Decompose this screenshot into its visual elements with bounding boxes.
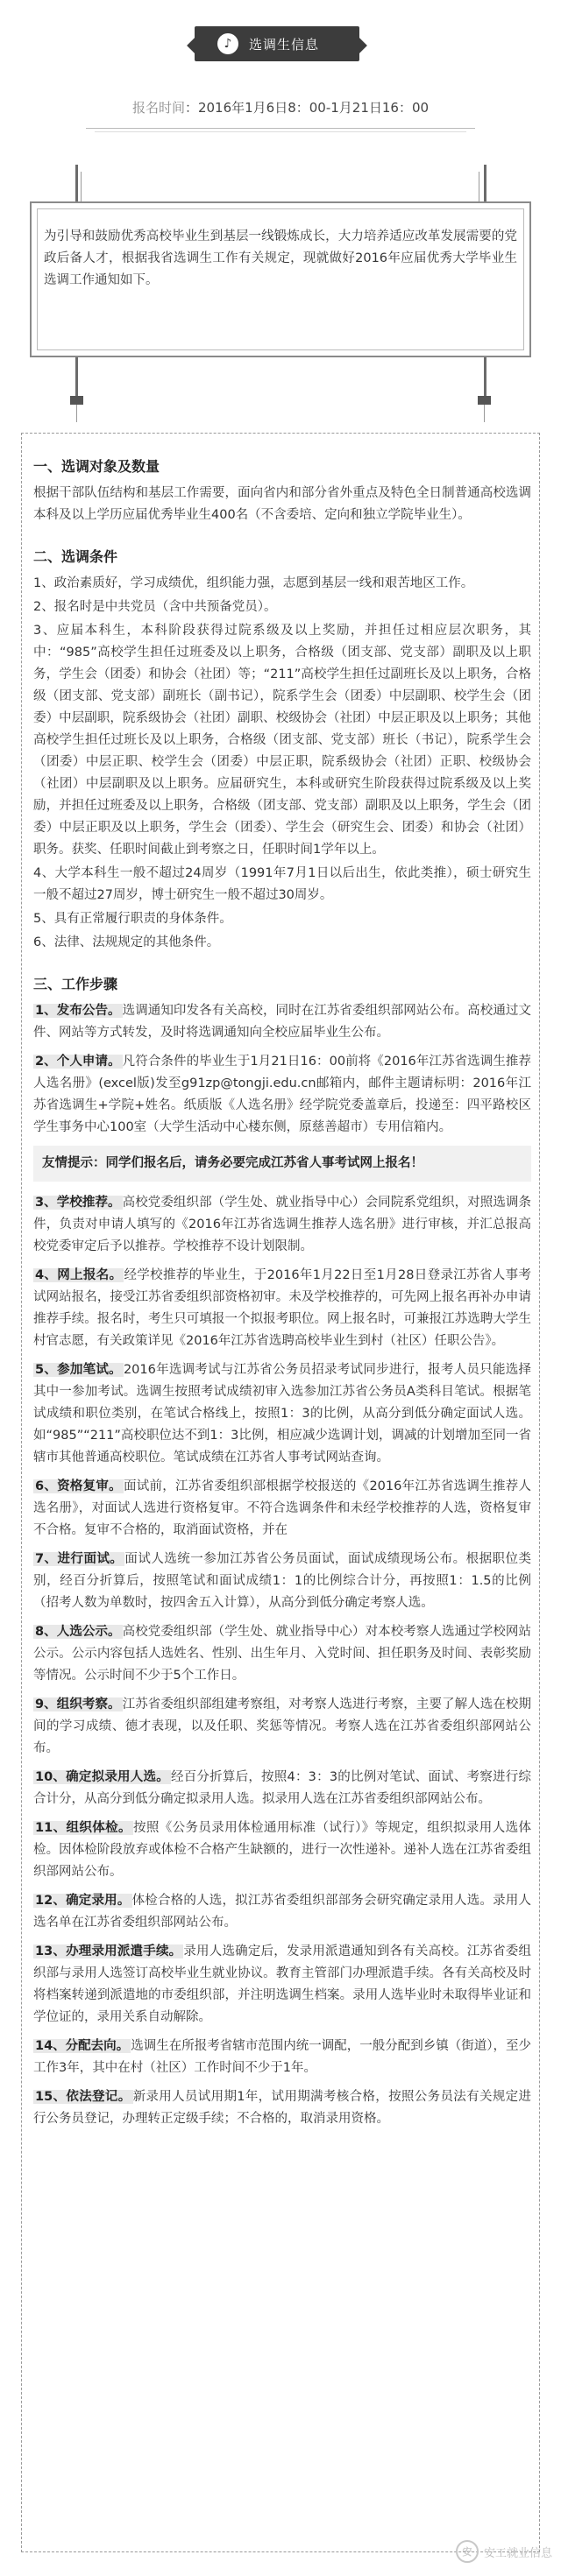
step-item (33, 1941, 531, 2029)
content (33, 455, 531, 2149)
step-item (33, 1476, 531, 1542)
step-label: 10、确定拟录用人选。 (35, 1770, 169, 1784)
watermark (412, 2538, 552, 2565)
step-label: 2、个人申请。 (35, 1055, 121, 1069)
registration-value: ：2016年1月6日8：00-1月21日16：00 (184, 100, 430, 116)
step-text: 面试前，江苏省委组织部根据学校报送的《2016年江苏省选调生推荐人选名册》，对面试人选进行资格复审。不符合选调条件和未经学校推荐的人选，资格复审不合格。复审不合格的，取消面试资格，并在 (33, 1479, 531, 1537)
section-conditions (33, 546, 531, 954)
step-item (33, 2086, 531, 2130)
step-text: 江苏省委组织部组建考察组，对考察人选进行考察，主要了解人选在校期间的学习成绩、德才表现，以及任职、奖惩等情况。考察人选在江苏省委组织部网站公布。 (33, 1697, 531, 1755)
step-item (33, 1890, 531, 1934)
step-item (33, 1359, 531, 1469)
header-bar (195, 26, 359, 61)
step-item (33, 2036, 531, 2079)
step-label: 12、确定录用。 (35, 1894, 131, 1908)
step-text: 选调生在所报考省辖市范围内统一调配，一般分配到乡镇（街道），至少工作3年，其中在村（社区）工作时间不少于1年。 (33, 2039, 532, 2075)
divider (86, 128, 475, 129)
section-heading: 二、选调条件 (33, 548, 118, 565)
step-label: 3、学校推荐。 (35, 1196, 121, 1210)
section-paragraph: 3、应届本科生，本科阶段获得过院系级及以上奖励，并担任过相应层次职务，其中：“985”高校学生担任过班委及以上职务，合格级（团支部、党支部）副职及以上职务，学生会（团委）和协会（社团）等；“211”高校学生担任过副班长及以上职务，合格级（团支部、党支部）副班长（副书记），院系学生会（团委）中层副职、校学生会（团委）中层副职，院系级协会（社团）副职、校级协会（社团）中层正职及以上职务；其他高校学生担任过班长及以上职务，合格级（团支部、党支部）班长（书记），院系学生会（团委）中层正职、校学生会（团委）中层正职，院系级协会（社团）正职、校级协会（社团）中层副职及以上职务。应届研究生，本科或研究生阶段获得过院系级及以上奖励，并担任过班委及以上职务，合格级（团支部、党支部）副职及以上职务，学生会（团委）中层正职及以上职务，学生会（团委）、学生会（研究生会、团委）和协会（社团）职务。获奖、任职时间截止到考察之日，任职时间1学年以上。 (33, 624, 531, 857)
step-item (33, 1549, 531, 1614)
section-paragraph: 6、法律、法规规定的其他条件。 (33, 935, 220, 949)
step-item (33, 1621, 531, 1687)
friendly-tip: 友情提示：同学们报名后，请务必要完成江苏省人事考试网上报名！ (33, 1146, 531, 1182)
ornament-line (81, 172, 82, 201)
divider (95, 131, 466, 132)
step-text: 经百分折算后，按照4：3：3的比例对笔试、面试、考察进行综合计分，从高分到低分确定拟录用人选。拟录用人选在江苏省委组织部网站公布。 (33, 1770, 531, 1806)
section-paragraph: 2、报名时是中共党员（含中共预备党员）。 (33, 600, 277, 614)
section-heading: 一、选调对象及数量 (33, 458, 160, 475)
step-label: 8、人选公示。 (35, 1625, 121, 1639)
intro-text: 为引导和鼓励优秀高校毕业生到基层一线锻炼成长，大力培养适应改革发展需要的党政后备人才，根据我省选调生工作有关规定，现就做好2016年应届优秀大学毕业生选调工作通知如下。 (44, 229, 517, 287)
step-label: 15、依法登记。 (35, 2090, 131, 2104)
step-text: 录用人选确定后，发录用派遣通知到各有关高校。江苏省委组织部与录用人选签订高校毕业生就业协议。教育主管部门办理派遣手续。各有关高校及时将档案转递到派遣地的市委组织部，并注明选调生档案。录用人选毕业时未取得毕业证和学位证的，录用关系自动解除。 (33, 1944, 531, 2024)
section-paragraph: 4、大学本科生一般不超过24周岁（1991年7月1日以后出生，依此类推），硕士研究生一般不超过27周岁，博士研究生一般不超过30周岁。 (33, 866, 531, 902)
step-item (33, 1051, 531, 1139)
header-title: 选调生信息 (249, 36, 320, 53)
step-text: 面试人选统一参加江苏省公务员面试，面试成绩现场公布。根据职位类别，经百分折算后，按照笔试和面试成绩1：1的比例综合计分，再按照1：1.5的比例（招考人数为单数时，按四舍五入计算），从高分到低分确定考察人选。 (33, 1552, 532, 1610)
step-text: 体检合格的人选，拟江苏省委组织部部务会研究确定录用人选。录用人选名单在江苏省委组织部网站公布。 (33, 1894, 531, 1930)
section-selection-target (33, 455, 531, 526)
step-label: 13、办理录用派遣手续。 (35, 1944, 182, 1958)
step-text: 按照《公务员录用体检通用标准（试行）》等规定，组织拟录用人选体检。因体检阶段放弃或体检不合格产生缺额的，进行一次性递补。递补人选在江苏省委组织部网站公布。 (33, 1821, 531, 1879)
ornament-line (484, 405, 485, 422)
step-label: 14、分配去向。 (35, 2039, 130, 2053)
step-text: 高校党委组织部（学生处、就业指导中心）对本校考察人选通过学校网站公示。公示内容包括人选姓名、性别、出生年月、入党时间、担任职务及时间、表彰奖励等情况。公示时间不少于5个工作日。 (33, 1625, 531, 1683)
ornament-line (75, 357, 78, 398)
logo-badge-icon: 安 (456, 2540, 479, 2563)
step-text: 2016年选调考试与江苏省公务员招录考试同步进行，报考人员只能选择其中一参加考试。选调生按照考试成绩初审入选参加江苏省公务员A类科目笔试。根据笔试成绩和职位类别，在笔试合格线上，按照1：3的比例，从高分到低分确定面试人选。如“985”“211”高校职位达不到1：3比例，相应减少选调计划，调减的计划增加至同一省辖市其他普通高校职位。笔试成绩在江苏省人事考试网站查询。 (33, 1363, 531, 1464)
step-label: 7、进行面试。 (35, 1552, 124, 1566)
step-text: 新录用人员试用期1年，试用期满考核合格，按照公务员法有关规定进行公务员登记，办理转正定级手续；不合格的，取消录用资格。 (33, 2090, 531, 2126)
ornament-block (478, 396, 491, 405)
step-label: 1、发布公告。 (35, 1004, 121, 1018)
registration-label: 报名时间 (131, 100, 185, 116)
step-item (33, 1192, 531, 1258)
step-label: 4、网上报名。 (35, 1268, 123, 1282)
section-heading: 三、工作步骤 (33, 976, 118, 992)
ornament-line (484, 357, 486, 398)
step-text: 高校党委组织部（学生处、就业指导中心）会同院系党组织，对照选调条件，负责对申请人填写的《2016年江苏省选调生推荐人选名册》进行审核，并汇总报高校党委审定后予以推荐。学校推荐不设计划限制。 (33, 1196, 531, 1253)
step-item (33, 1767, 531, 1810)
step-item (33, 1000, 531, 1044)
step-item (33, 1817, 531, 1883)
ornament-line (75, 165, 78, 201)
step-item (33, 1265, 531, 1352)
step-text: 选调通知印发各有关高校，同时在江苏省委组织部网站公布。高校通过文件、网站等方式转发，及时将选调通知向全校应届毕业生公布。 (33, 1004, 531, 1040)
section-paragraph: 5、具有正常履行职责的身体条件。 (33, 912, 232, 926)
ornament-block (70, 396, 83, 405)
step-label: 6、资格复审。 (35, 1479, 122, 1493)
step-label: 11、组织体检。 (35, 1821, 131, 1835)
step-label: 5、参加笔试。 (35, 1363, 122, 1377)
music-note-icon: ♪ (217, 33, 238, 54)
section-steps (33, 973, 531, 2130)
section-paragraph: 1、政治素质好，学习成绩优，组织能力强，志愿到基层一线和艰苦地区工作。 (33, 576, 474, 590)
step-label: 9、组织考察。 (35, 1697, 121, 1711)
step-text: 凡符合条件的毕业生于1月21日16：00前将《2016年江苏省选调生推荐人选名册》(excel版)发至g91zp@tongji.edu.cn邮箱内，邮件主题请标明：2016年江苏省选调生+学院+姓名。纸质版《人选名册》经学院党委盖章后，投递至：四平路校区 学生事务中心100室（大学生活动中心楼东侧，原慈善超市）专用信箱内。 (33, 1055, 532, 1134)
registration-time (114, 98, 447, 116)
step-text: 经学校推荐的毕业生，于2016年1月22日至1月28日登录江苏省人事考试网站报名，接受江苏省委组织部资格初审。未及学校推荐的，可先网上报名再补办申请推荐手续。报名时，考生只可填报一个拟报考职位。网上报名时，可兼报江苏选聘大学生村官志愿，有关政策详见《2016年江苏省选聘高校毕业生到村（社区）任职公告》。 (33, 1268, 531, 1348)
watermark-text: 安工就业信息 (483, 2546, 552, 2560)
step-item (33, 1694, 531, 1760)
ornament-line (484, 165, 486, 201)
section-paragraph: 根据干部队伍结构和基层工作需要，面向省内和部分省外重点及特色全日制普通高校选调本科及以上学历应届优秀毕业生400名（不含委培、定向和独立学院毕业生）。 (33, 486, 531, 522)
ornament-line (76, 405, 77, 422)
